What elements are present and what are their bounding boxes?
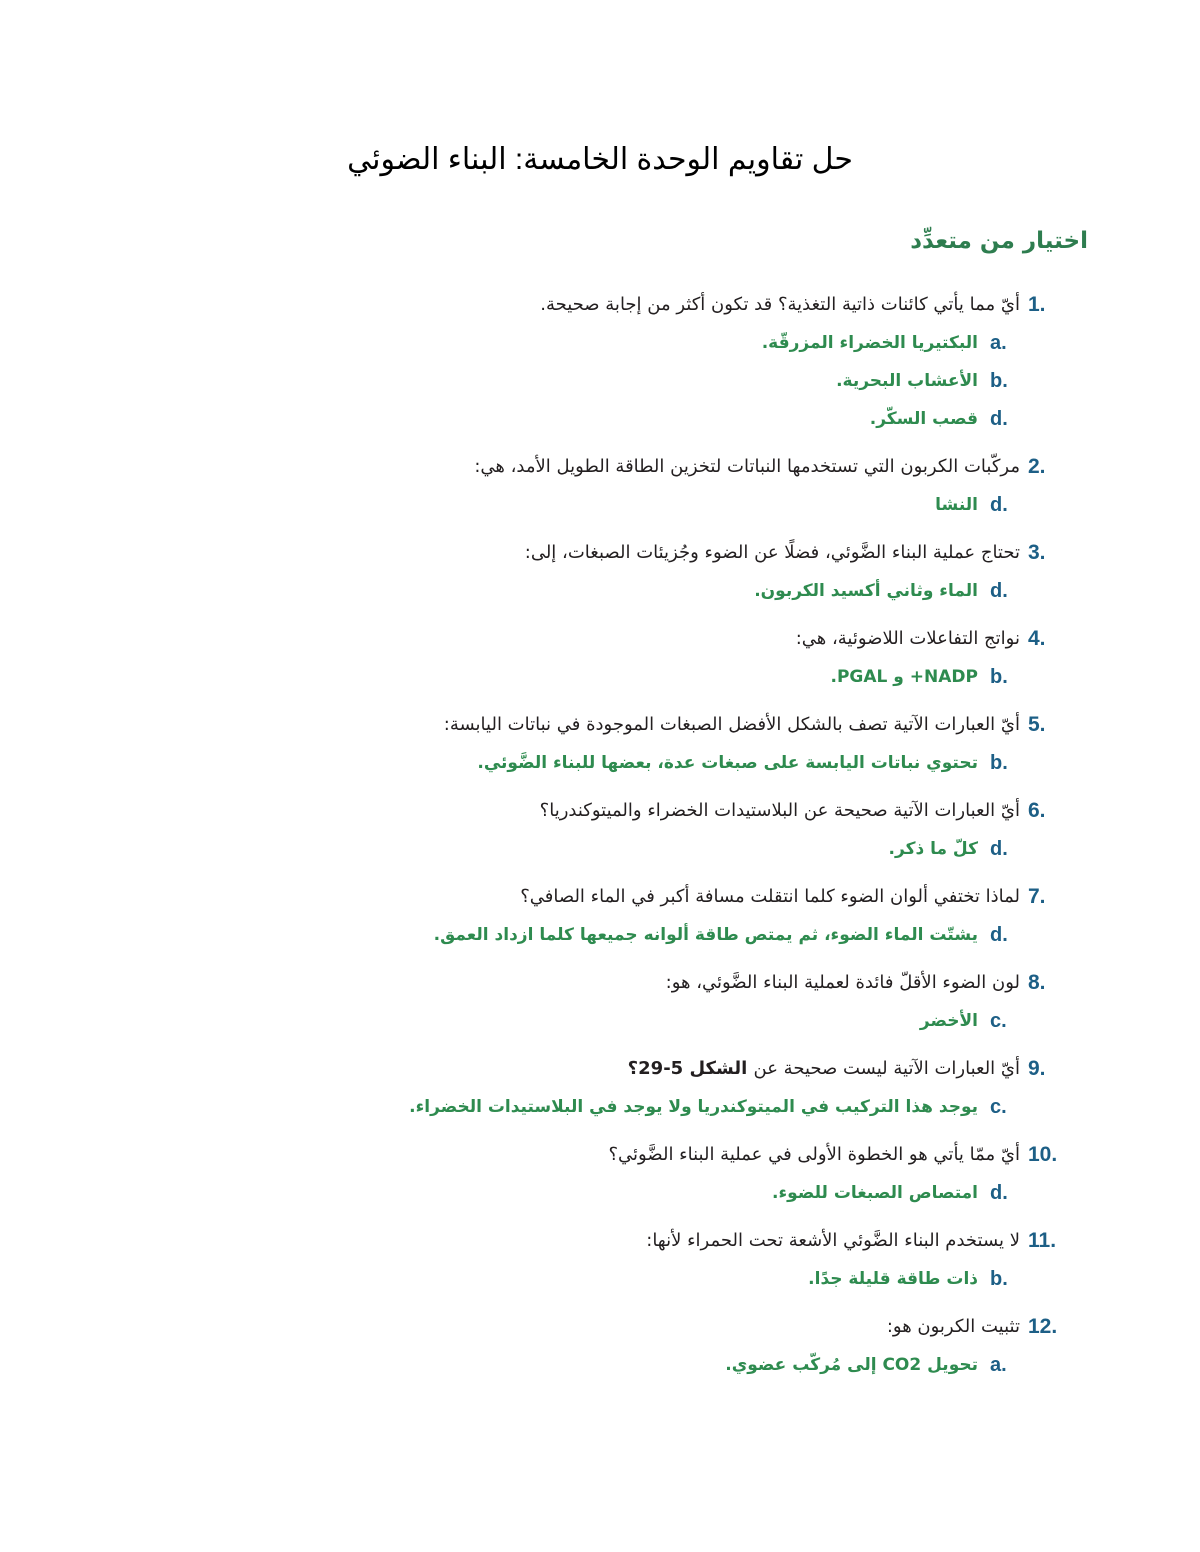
question-row	[20, 792, 1046, 830]
answer-row	[20, 830, 1020, 868]
question-text	[628, 1050, 1020, 1088]
question-text-plain: أيّ ممّا يأتي هو الخطوة الأولى في عملية البناء الضَّوئي؟	[608, 1144, 1020, 1165]
question-item	[20, 878, 1046, 954]
answer-text: الأعشاب البحرية.	[836, 371, 978, 391]
answer-row	[20, 1174, 1020, 1212]
answer-row	[20, 486, 1020, 524]
answer-letter: b.	[990, 752, 1008, 774]
question-row	[20, 964, 1046, 1002]
answer-row	[20, 324, 1020, 362]
question-item	[20, 448, 1046, 524]
question-item	[20, 1136, 1058, 1212]
question-text	[444, 706, 1020, 744]
answer-text: تحتوي نباتات اليابسة على صبغات عدة، بعضها للبناء الضَّوئي.	[477, 753, 978, 773]
answer-text: ذات طاقة قليلة جدًا.	[808, 1269, 978, 1289]
question-row	[20, 286, 1046, 324]
question-text-plain: لا يستخدم البناء الضَّوئي الأشعة تحت الحمراء لأنها:	[646, 1230, 1020, 1251]
question-text-plain: أيّ مما يأتي كائنات ذاتية التغذية؟ قد تكون أكثر من إجابة صحيحة.	[540, 294, 1020, 315]
section-heading: اختيار من متعدِّد	[910, 228, 1088, 254]
question-number: 8.	[1028, 971, 1046, 994]
answer-row	[20, 572, 1020, 610]
question-text	[520, 878, 1020, 916]
question-number: 3.	[1028, 541, 1046, 564]
question-item	[20, 706, 1046, 782]
question-number: 5.	[1028, 713, 1046, 736]
question-row	[20, 706, 1046, 744]
answer-row	[20, 362, 1020, 400]
question-text-bold: الشكل 5-29؟	[627, 1058, 754, 1079]
question-text	[666, 964, 1020, 1002]
answer-text: كلّ ما ذكر.	[888, 839, 978, 859]
answer-text: البكتيريا الخضراء المزرقّة.	[761, 333, 978, 353]
question-row	[20, 534, 1046, 572]
question-text	[796, 620, 1020, 658]
question-text-plain: مركّبات الكربون التي تستخدمها النباتات لتخزين الطاقة الطويل الأمد، هي:	[474, 456, 1020, 477]
answer-letter: c.	[990, 1096, 1007, 1118]
question-text-plain: لماذا تختفي ألوان الضوء كلما انتقلت مسافة أكبر في الماء الصافي؟	[520, 886, 1020, 907]
question-text-plain: أيّ العبارات الآتية صحيحة عن البلاستيدات الخضراء والميتوكندريا؟	[539, 800, 1020, 821]
answer-text: تحويل CO2 إلى مُركّب عضوي.	[725, 1355, 978, 1375]
answer-letter: a.	[990, 1354, 1007, 1376]
question-number: 7.	[1028, 885, 1046, 908]
answer-row	[20, 916, 1020, 954]
question-item	[20, 534, 1046, 610]
answer-row	[20, 1088, 1020, 1126]
answer-letter: d.	[990, 408, 1008, 430]
question-text	[646, 1222, 1020, 1260]
page-title: حل تقاويم الوحدة الخامسة: البناء الضوئي	[347, 143, 853, 176]
question-text-plain: أيّ العبارات الآتية تصف بالشكل الأفضل الصبغات الموجودة في نباتات اليابسة:	[443, 714, 1020, 735]
question-row	[20, 1136, 1058, 1174]
question-item	[20, 286, 1046, 438]
question-text	[474, 448, 1020, 486]
answer-letter: c.	[990, 1010, 1007, 1032]
answer-text: قصب السكّر.	[869, 409, 978, 429]
answer-row	[20, 1260, 1020, 1298]
question-row	[20, 620, 1046, 658]
question-number: 2.	[1028, 455, 1046, 478]
question-text-plain: نواتج التفاعلات اللاضوئية، هي:	[795, 628, 1020, 649]
answer-text: NADP+ و PGAL.	[830, 667, 978, 687]
question-text-plain: أيّ العبارات الآتية ليست صحيحة عن	[753, 1058, 1020, 1079]
answer-text: يوجد هذا التركيب في الميتوكندريا ولا يوجد في البلاستيدات الخضراء.	[409, 1097, 978, 1117]
question-text	[887, 1308, 1020, 1346]
answer-text: يشتّت الماء الضوء، ثم يمتص طاقة ألوانه جميعها كلما ازداد العمق.	[433, 925, 978, 945]
question-number: 11.	[1028, 1229, 1057, 1252]
question-row	[20, 1050, 1046, 1088]
answer-text: امتصاص الصبغات للضوء.	[772, 1183, 978, 1203]
answer-row	[20, 1002, 1020, 1040]
question-item	[20, 964, 1046, 1040]
question-number: 9.	[1028, 1057, 1046, 1080]
answer-letter: d.	[990, 580, 1008, 602]
question-text-plain: تثبيت الكربون هو:	[886, 1316, 1020, 1337]
answer-letter: b.	[990, 1268, 1008, 1290]
question-row	[20, 448, 1046, 486]
answer-letter: d.	[990, 494, 1008, 516]
question-text	[540, 286, 1020, 324]
question-row	[20, 1222, 1057, 1260]
question-text	[608, 1136, 1020, 1174]
answer-letter: b.	[990, 666, 1008, 688]
question-text	[540, 792, 1020, 830]
question-number: 6.	[1028, 799, 1046, 822]
answer-letter: d.	[990, 924, 1008, 946]
answer-letter: d.	[990, 1182, 1008, 1204]
answer-letter: a.	[990, 332, 1007, 354]
question-item	[20, 1050, 1046, 1126]
question-text-plain: لون الضوء الأقلّ فائدة لعملية البناء الضَّوئي، هو:	[665, 972, 1020, 993]
question-text	[525, 534, 1020, 572]
answer-row	[20, 400, 1020, 438]
answer-text: النشا	[935, 495, 978, 515]
question-item	[20, 1222, 1057, 1298]
question-row	[20, 878, 1046, 916]
answer-letter: d.	[990, 838, 1008, 860]
question-number: 12.	[1028, 1315, 1058, 1338]
answer-text: الأخضر	[919, 1011, 978, 1031]
answer-text: الماء وثاني أكسيد الكربون.	[754, 581, 978, 601]
question-item	[20, 792, 1046, 868]
question-row	[20, 1308, 1058, 1346]
question-number: 1.	[1028, 293, 1046, 316]
question-list	[20, 286, 1058, 1394]
answer-row	[20, 1346, 1020, 1384]
answer-row	[20, 744, 1020, 782]
question-item	[20, 620, 1046, 696]
question-number: 4.	[1028, 627, 1046, 650]
question-item	[20, 1308, 1058, 1384]
answer-row	[20, 658, 1020, 696]
answer-letter: b.	[990, 370, 1008, 392]
question-number: 10.	[1028, 1143, 1058, 1166]
question-text-plain: تحتاج عملية البناء الضَّوئي، فضلًا عن الضوء وجُزيئات الصبغات، إلى:	[524, 542, 1020, 563]
